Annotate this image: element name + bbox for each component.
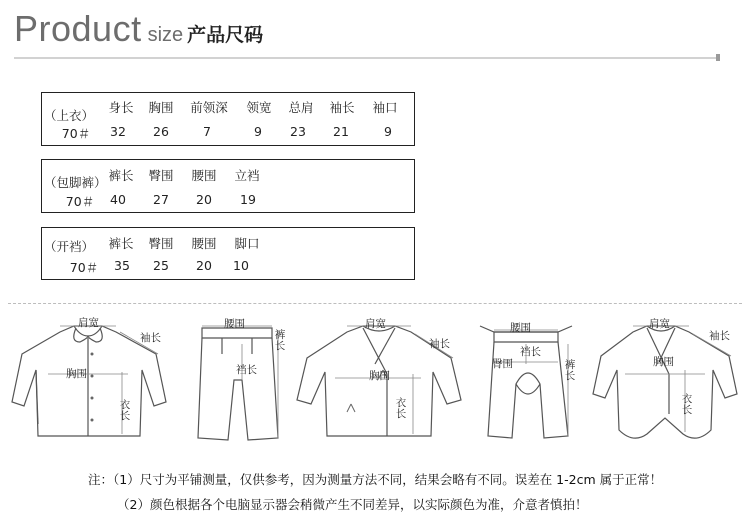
table-label: （开裆） [44, 239, 95, 254]
table-value: 19 [240, 192, 256, 207]
label-chest: 胸围 [653, 356, 674, 368]
table-value: 25 [153, 258, 169, 273]
label-rise: 裆长 [236, 364, 257, 376]
page-title-cn: 产品尺码 [187, 24, 264, 46]
label-waist: 腰围 [224, 318, 245, 330]
shirt-diagram [8, 314, 168, 444]
header-divider-end [716, 54, 720, 61]
table-label: （上衣） [44, 108, 95, 123]
table-value: 40 [110, 192, 126, 207]
table-header: 总肩 [288, 100, 314, 115]
table-header: 袖长 [329, 100, 355, 115]
table-header: 领宽 [246, 100, 272, 115]
table-header: 胸围 [148, 100, 174, 115]
page-header [14, 8, 263, 50]
page-title: Product [14, 8, 142, 49]
open-crotch-pants-diagram [476, 314, 580, 448]
note-line-1: 注：（1）尺寸为平铺测量，仅供参考，因为测量方法不同，结果会略有不同。误差在 1-2cm 属于正常！ [88, 472, 663, 487]
header-divider [14, 57, 720, 59]
table-value: 27 [153, 192, 169, 207]
table-row-label: 70＃ [65, 194, 95, 209]
table-value: 7 [203, 124, 211, 139]
table-header: 腰围 [191, 236, 217, 251]
label-pants-length: 裤长 [274, 329, 286, 352]
label-chest: 胸围 [369, 370, 390, 382]
label-length: 衣长 [395, 397, 407, 420]
table-value: 20 [196, 258, 212, 273]
table-value: 35 [114, 258, 130, 273]
table-value: 21 [333, 124, 349, 139]
size-table-footed-pants [41, 159, 415, 213]
table-header: 身长 [108, 100, 134, 115]
table-row-label: 70＃ [69, 260, 99, 275]
table-value: 10 [233, 258, 249, 273]
table-value: 26 [153, 124, 169, 139]
romper-diagram [585, 314, 745, 448]
table-header: 立裆 [234, 168, 260, 183]
label-waist: 腰围 [510, 322, 531, 334]
table-header: 袖口 [372, 100, 398, 115]
table-header: 臀围 [148, 236, 174, 251]
table-value: 23 [290, 124, 306, 139]
label-shoulder: 肩宽 [78, 317, 99, 329]
footed-pants-sketch [188, 314, 288, 448]
label-hip: 臀围 [492, 358, 513, 370]
note-line-2: （2）颜色根据各个电脑显示器会稍微产生不同差异，以实际颜色为准，介意者慎拍！ [117, 497, 588, 512]
label-pants-length: 裤长 [564, 359, 576, 382]
label-shoulder: 肩宽 [365, 318, 386, 330]
label-chest: 胸围 [66, 368, 87, 380]
table-row-label: 70＃ [61, 126, 91, 141]
label-length: 衣长 [119, 399, 131, 422]
table-header: 臀围 [148, 168, 174, 183]
size-table-open-crotch [41, 227, 415, 280]
table-value: 20 [196, 192, 212, 207]
table-value: 32 [110, 124, 126, 139]
table-value: 9 [254, 124, 262, 139]
size-table-top [41, 92, 415, 146]
table-header: 脚口 [234, 236, 260, 251]
table-header: 裤长 [108, 236, 134, 251]
table-header: 前领深 [190, 100, 228, 115]
label-sleeve: 袖长 [709, 330, 730, 342]
footed-pants-diagram [188, 314, 288, 448]
table-header: 腰围 [191, 168, 217, 183]
label-sleeve: 袖长 [429, 338, 450, 350]
label-rise: 裆长 [520, 346, 541, 358]
kimono-top-diagram [291, 314, 465, 444]
table-header: 裤长 [108, 168, 134, 183]
section-divider [8, 303, 742, 304]
table-value: 9 [384, 124, 392, 139]
label-shoulder: 肩宽 [649, 318, 670, 330]
label-length: 衣长 [681, 393, 693, 416]
table-label: （包脚裤） [44, 175, 107, 190]
page-subtitle: size [147, 24, 184, 46]
label-sleeve: 袖长 [140, 332, 161, 344]
